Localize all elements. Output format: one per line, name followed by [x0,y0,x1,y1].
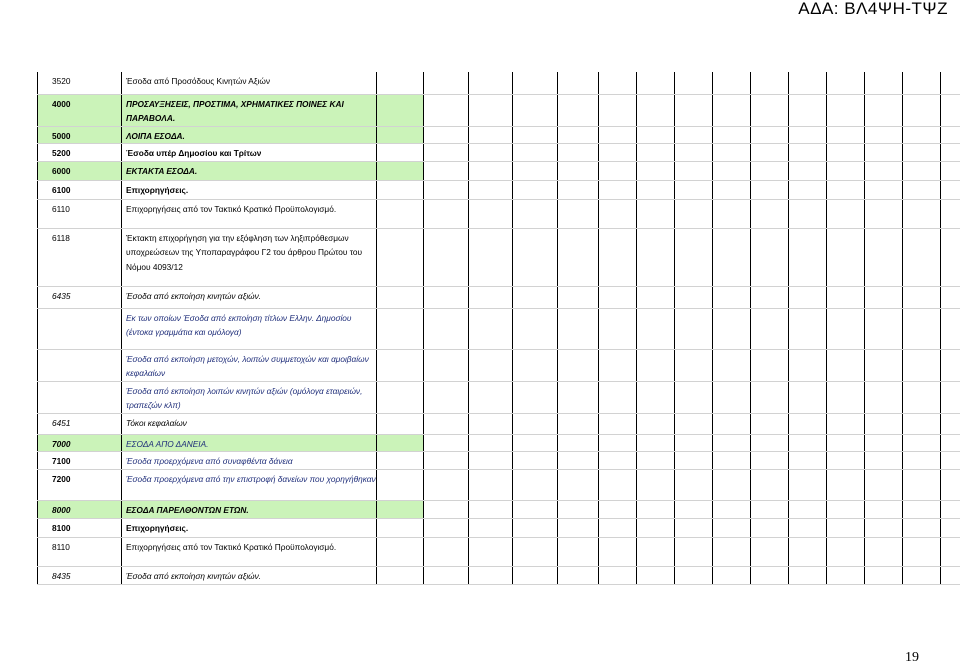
table-row: 6435 Έσοδα από εκποίηση κινητών αξιών. [38,286,960,308]
table-row: 8110 Επιχορηγήσεις από τον Τακτικό Κρατικό Προϋπολογισμό. [38,537,960,566]
ada-header: ΑΔΑ: ΒΛ4ΨΗ-ΤΨΖ [798,0,948,19]
table-row: 6451 Τόκοι κεφαλαίων [38,413,960,434]
table-row: 6118 Έκτακτη επιχορήγηση για την εξόφληση των ληξιπρόθεσμων υποχρεώσεων της Υποπαραγράφου Γ2 του άρθρου Πρώτου του Νόμου 4093/12 [38,228,960,286]
revenue-table [37,72,960,585]
table-row: Έσοδα από εκποίηση λοιπών κινητών αξιών (ομόλογα εταιρειών, τραπεζών κλπ) [38,381,960,413]
table-row: 6110 Επιχορηγήσεις από τον Τακτικό Κρατικό Προϋπολογισμό. [38,199,960,228]
table-row: 5200 Έσοδα υπέρ Δημοσίου και Τρίτων [38,144,960,162]
table-row: 8000 ΕΣΟΔΑ ΠΑΡΕΛΘΟΝΤΩΝ ΕΤΩΝ. [38,500,960,518]
table-row: Έσοδα από εκποίηση μετοχών, λοιπών συμμετοχών και αμοιβαίων κεφαλαίων [38,349,960,381]
table-row: 3520 Έσοδα από Προσόδους Κινητών Αξιών [38,72,960,94]
table-row: 4000 ΠΡΟΣΑΥΞΗΣΕΙΣ, ΠΡΟΣΤΙΜΑ, ΧΡΗΜΑΤΙΚΕΣ ΠΟΙΝΕΣ ΚΑΙ ΠΑΡΑΒΟΛΑ. [38,94,960,126]
page-number: 19 [905,650,919,666]
table-row: Εκ των οποίων Έσοδα από εκποίηση τίτλων Ελλην. Δημοσίου (έντοκα γραμμάτια και ομόλογα) [38,308,960,349]
table-row: 6100 Επιχορηγήσεις. [38,180,960,199]
table-row: 6000 ΕΚΤΑΚΤΑ ΕΣΟΔΑ. [38,161,960,180]
table-row: 7100 Έσοδα προερχόμενα από συναφθέντα δάνεια [38,452,960,470]
table-row: 8100 Επιχορηγήσεις. [38,518,960,537]
table-row: 7000 ΕΣΟΔΑ ΑΠΟ ΔΑΝΕΙΑ. [38,434,960,452]
table-row: 7200 Έσοδα προερχόμενα από την επιστροφή δανείων που χορηγήθηκαν [38,469,960,500]
table-row: 8435 Έσοδα από εκποίηση κινητών αξιών. [38,566,960,584]
table-row: 5000 ΛΟΙΠΑ ΕΣΟΔΑ. [38,126,960,144]
